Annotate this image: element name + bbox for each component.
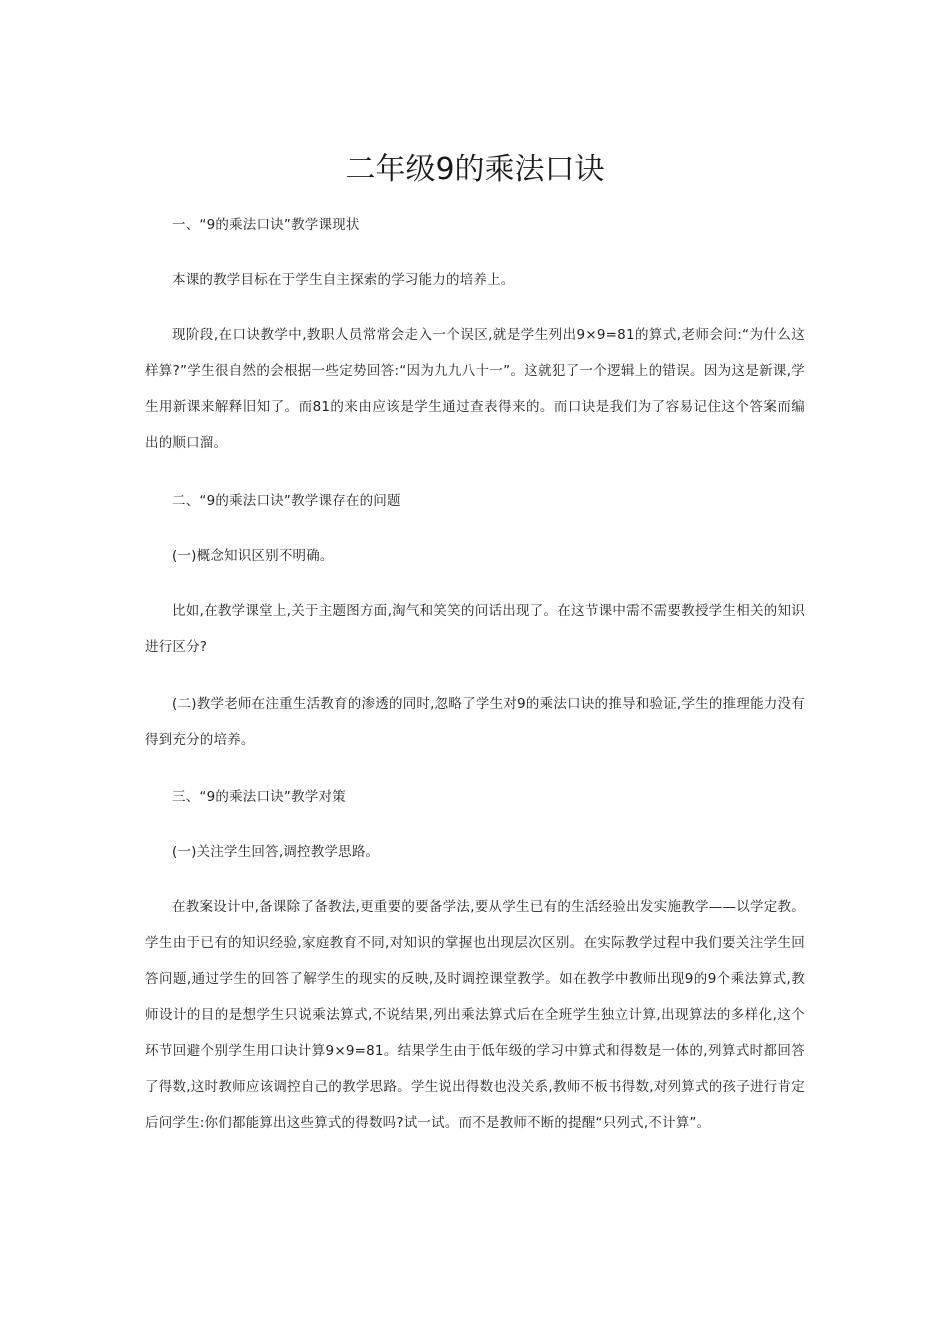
paragraph-example: 比如,在教学课堂上,关于主题图方面,淘气和笑笑的问话出现了。在这节课中需不需要教授学生相关的知识进行区分? bbox=[145, 603, 805, 655]
section-heading-3: 三、“9的乘法口诀”教学对策 bbox=[172, 789, 346, 805]
section-heading-2: 二、“9的乘法口诀”教学课存在的问题 bbox=[172, 493, 401, 509]
paragraph-current-situation: 现阶段,在口诀教学中,教职人员常常会走入一个误区,就是学生列出9×9=81的算式,老师会问:“为什么这样算?”学生很自然的会根据一些定势回答:“因为九九八十一”。这就犯了一个逻辑上的错误。因为这是新课,学生用新课来解释旧知了。而81的来由应该是学生通过查表得来的。而口诀是我们为了容易记住这个答案而编出的顺口溜。 bbox=[145, 327, 805, 451]
paragraph-reasoning: (二)教学老师在注重生活教育的渗透的同时,忽略了学生对9的乘法口诀的推导和验证,学生的推理能力没有得到充分的培养。 bbox=[145, 696, 805, 748]
subheading-strategy: (一)关注学生回答,调控教学思路。 bbox=[172, 844, 380, 860]
section-heading-1: 一、“9的乘法口诀”教学课现状 bbox=[172, 217, 360, 233]
subheading-concept: (一)概念知识区别不明确。 bbox=[172, 548, 334, 564]
paragraph-goal: 本课的教学目标在于学生自主探索的学习能力的培养上。 bbox=[172, 272, 515, 288]
paragraph-strategy-detail: 在教案设计中,备课除了备教法,更重要的要备学法,要从学生已有的生活经验出发实施教学——以学定教。学生由于已有的知识经验,家庭教育不同,对知识的掌握也出现层次区别。在实际教学过程中我们要关注学生回答问题,通过学生的回答了解学生的现实的反映,及时调控课堂教学。如在教学中教师出现9的9个乘法算式,教师设计的目的是想学生只说乘法算式,不说结果,列出乘法算式后在全班学生独立计算,出现算法的多样化,这个环节回避个别学生用口诀计算9×9=81。结果学生由于低年级的学习中算式和得数是一体的,列算式时都回答了得数,这时教师应该调控自己的教学思路。学生说出得数也没关系,教师不板书得数,对列算式的孩子进行肯定后问学生:你们都能算出这些算式的得数吗?试一试。而不是教师不断的提醒“只列式,不计算”。 bbox=[145, 899, 805, 1131]
document-title: 二年级9的乘法口诀 bbox=[345, 152, 605, 188]
